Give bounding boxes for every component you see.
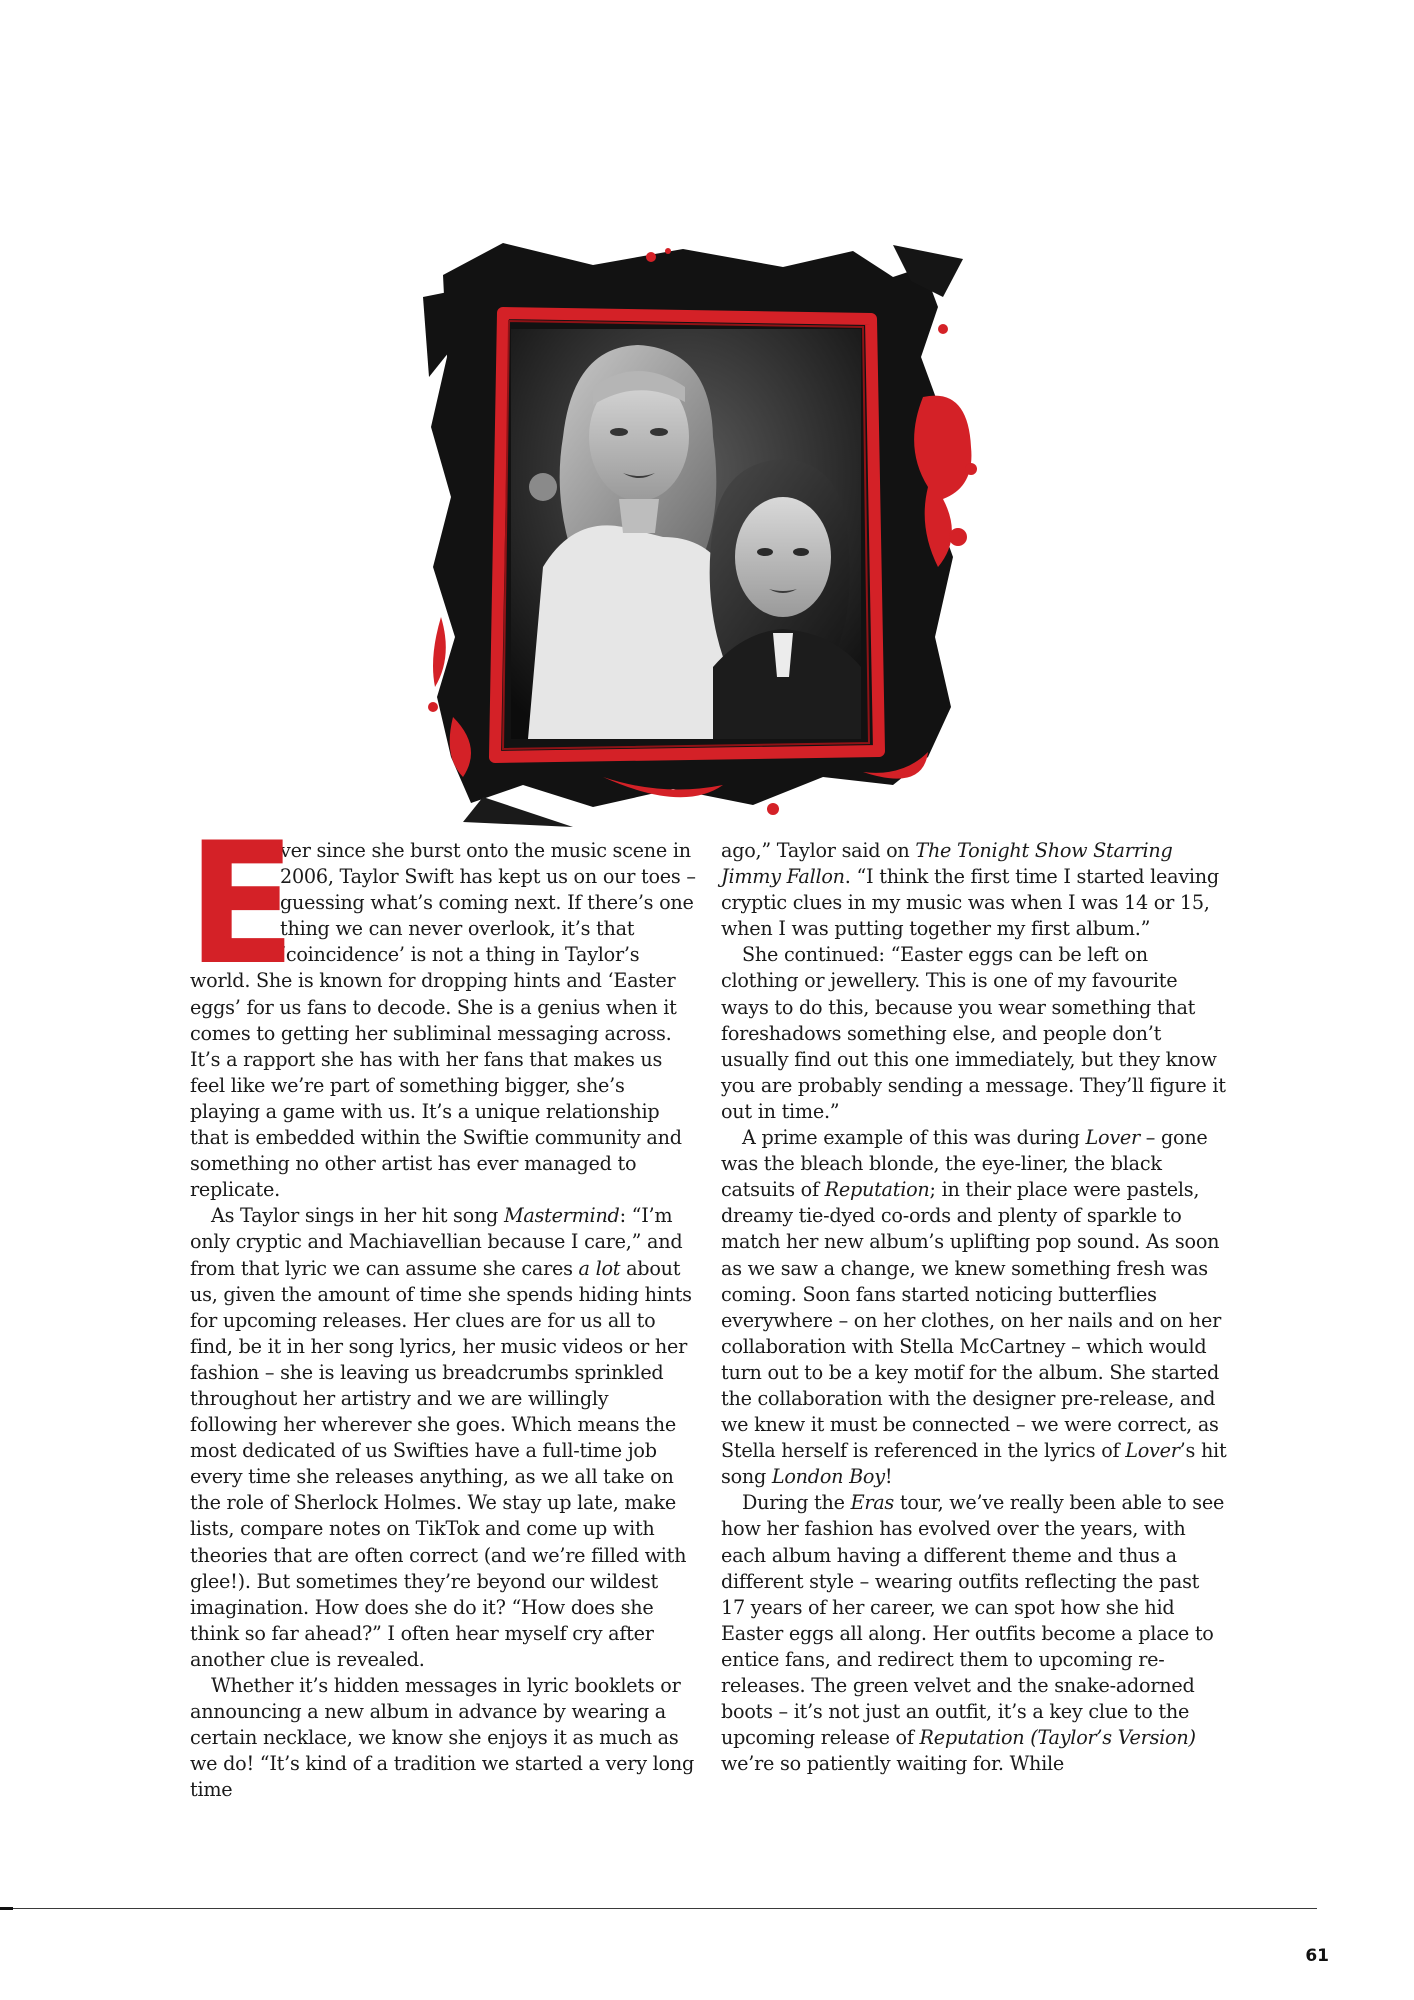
body-paragraph: During the Eras tour, we’ve really been able to see how her fashion has evolved over the years, with each album having a different theme and thus a different style – wearing outfits reflecting the past 17 years of her career, we can spot how she hid Easter eggs all along. Her outfits become a place to entice fans, and redirect them to upcoming re-releases. The green velvet and the snake-adorned boots – it’s not just an outfit, it’s a key clue to the upcoming release of Reputation (Taylor’s Version) we’re so patiently waiting for. While [721,1491,1225,1776]
body-paragraph: ver since she burst onto the music scene in 2006, Taylor Swift has kept us on our toes – guessing what’s coming next. If there’s one thing we can never overlook, it’s that ‘coincidence’ is not a thing in Taylor’s world. She is known for dropping hints and ‘Easter eggs’ for us fans to decode. She is a genius when it comes to getting her subliminal messaging across. It’s a rapport she has with her fans that makes us feel like we’re part of something bigger, she’s playing a game with us. It’s a unique relationship that is embedded within the Swiftie community and something no other artist has ever managed to replicate. [190,839,696,1202]
footer-rule-tick [0,1907,13,1910]
body-paragraph: A prime example of this was during Lover – gone was the bleach blonde, the eye-liner, the black catsuits of Reputation; in their place were pastels, dreamy tie-dyed co-ords and plenty of sparkle to match her new album’s uplifting pop sound. As soon as we saw a change, we knew something fresh was coming. Soon fans started noticing butterflies everywhere – on her clothes, on her nails and on her collaboration with Stella McCartney – which would turn out to be a key motif for the album. She started the collaboration with the designer pre-release, and we knew it must be connected – we were correct, as Stella herself is referenced in the lyrics of Lover’s hit song London Boy! [721,1126,1227,1489]
body-paragraph: As Taylor sings in her hit song Mastermind: “I’m only cryptic and Machiavellian because I care,” and from that lyric we can assume she cares a lot about us, given the amount of time she spends hiding hints for upcoming releases. Her clues are for us all to find, be it in her song lyrics, her music videos or her fashion – she is leaving us breadcrumbs sprinkled throughout her artistry and we are willingly following her wherever she goes. Which means the most dedicated of us Swifties have a full-time job every time she releases anything, as we all take on the role of Sherlock Holmes. We stay up late, make lists, compare notes on TikTok and come up with theories that are often correct (and we’re filled with glee!). But sometimes they’re beyond our wildest imagination. How does she do it? “How does she think so far ahead?” I often hear myself cry after another clue is revealed. [190,1204,692,1671]
footer-rule [0,1908,1317,1909]
page-number: 61 [1305,1946,1329,1966]
body-paragraph: ago,” Taylor said on The Tonight Show Starring Jimmy Fallon. “I think the first time I started leaving cryptic clues in my music was when I was 14 or 15, when I was putting together my first album.” [721,839,1219,941]
article-column-left [187,806,697,1803]
article-column-right [721,838,1228,1777]
photo-frame-illustration [423,237,978,827]
feature-photo [423,237,978,827]
body-paragraph: She continued: “Easter eggs can be left on clothing or jewellery. This is one of my favourite ways to do this, because you wear something that foreshadows something else, and people don’t usually find out this one immediately, but they know you are probably sending a message. They’ll figure it out in time.” [721,943,1226,1123]
drop-cap: E [187,806,296,1002]
body-paragraph: Whether it’s hidden messages in lyric booklets or announcing a new album in advance by wearing a certain necklace, we know she enjoys it as much as we do! “It’s kind of a tradition we started a very long time [190,1674,694,1802]
